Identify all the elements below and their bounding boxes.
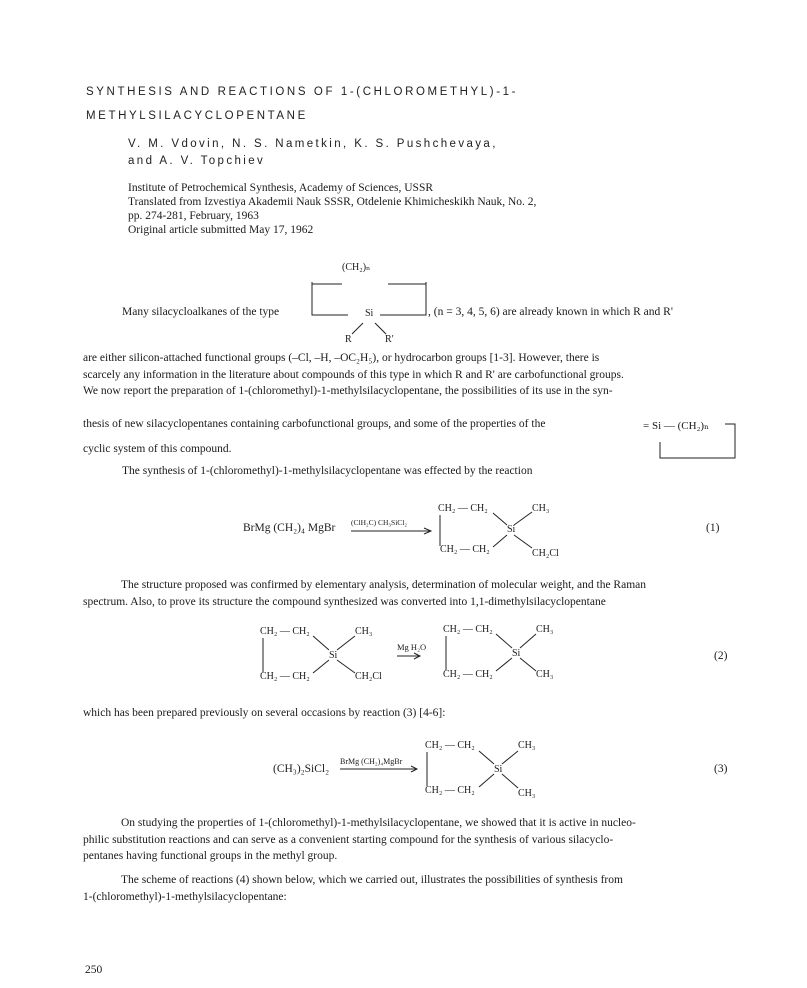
eq2-reagent: Mg H₂O — [397, 642, 427, 652]
page-number: 250 — [85, 964, 103, 976]
eq2-number: (2) — [714, 650, 728, 662]
eq2-right-ring-bottom: CH₂ — CH₂ — [443, 669, 493, 680]
paragraph-2-formula: = Si — (CH₂)ₙ — [643, 420, 709, 432]
intro-after: , (n = 3, 4, 5, 6) are already known in which R and R' — [428, 306, 673, 318]
paragraph-4-line-1: The structure proposed was confirmed by elementary analysis, determination of molecular weight, and the Raman — [121, 579, 646, 591]
paragraph-2-line-1: thesis of new silacyclopentanes containing carbofunctional groups, and some of the properties of the — [83, 418, 546, 430]
eq2-right-sub-bottom: CH₃ — [536, 669, 554, 680]
authors-line-2: and A. V. Topchiev — [128, 155, 266, 167]
title-line-1: SYNTHESIS AND REACTIONS OF 1-(CHLOROMETHYL)-1- — [86, 86, 519, 98]
authors-line-1: V. M. Vdovin, N. S. Nametkin, K. S. Pushchevaya, — [128, 138, 498, 150]
eq3-reactant: (CH₃)₂SiCl₂ — [273, 763, 330, 775]
eq2-right-si: Si — [512, 648, 521, 659]
intro-r: R — [345, 334, 352, 345]
eq3-sub-top: CH₃ — [518, 740, 536, 751]
paragraph-2-line-2: cyclic system of this compound. — [83, 443, 232, 455]
paragraph-6-line-3: pentanes having functional groups in the methyl group. — [83, 850, 338, 862]
eq1-ring-top: CH₂ — CH₂ — [438, 503, 488, 514]
eq2-left-ring-top: CH₂ — CH₂ — [260, 626, 310, 637]
paragraph-6 — [83, 815, 719, 865]
affiliation-institute: Institute of Petrochemical Synthesis, Academy of Sciences, USSR — [128, 182, 434, 194]
paragraph-7-line-1: The scheme of reactions (4) shown below, which we carried out, illustrates the possibilities of synthesis from — [121, 874, 623, 886]
eq3-si: Si — [494, 764, 503, 775]
affiliation-translation: Translated from Izvestiya Akademii Nauk SSSR, Otdelenie Khimicheskikh Nauk, No. 2, — [128, 196, 537, 208]
paragraph-1-line-2: scarcely any information in the literature about compounds of this type in which R and R' are carbofunctional groups. — [83, 368, 624, 381]
title-line-2: METHYLSILACYCLOPENTANE — [86, 110, 308, 122]
paragraph-1-line-3: We now report the preparation of 1-(chloromethyl)-1-methylsilacyclopentane, the possibilities of its use in the syn- — [83, 385, 613, 397]
eq3-sub-bottom: CH₃ — [518, 788, 536, 799]
eq2-left-ring-bottom: CH₂ — CH₂ — [260, 671, 310, 682]
eq3-ring-bottom: CH₂ — CH₂ — [425, 785, 475, 796]
eq1-ring-bottom: CH₂ — CH₂ — [440, 544, 490, 555]
intro-ring-top: (CH₂)ₙ — [342, 262, 371, 273]
affiliation-pages: pp. 274-281, February, 1963 — [128, 210, 259, 222]
eq1-reactant: BrMg (CH₂)₄ MgBr — [243, 522, 336, 534]
paragraph-3: The synthesis of 1-(chloromethyl)-1-methylsilacyclopentane was effected by the reaction — [122, 465, 533, 477]
eq2-right-sub-top: CH₃ — [536, 624, 554, 635]
eq1-sub-bottom: CH₂Cl — [532, 548, 559, 559]
eq3-reagent: BrMg (CH₂)₄MgBr — [340, 757, 403, 766]
eq3-number: (3) — [714, 763, 728, 775]
intro-si: Si — [365, 308, 374, 319]
eq2-left-sub-top: CH₃ — [355, 626, 373, 637]
intro-r-prime: R′ — [385, 334, 394, 345]
intro-before: Many silacycloalkanes of the type — [122, 306, 280, 318]
paragraph-4-line-2: spectrum. Also, to prove its structure the compound synthesized was converted into 1,1-dimethylsilacyclopentane — [83, 595, 606, 608]
eq2-left-sub-bottom: CH₂Cl — [355, 671, 382, 682]
eq2-left-si: Si — [329, 650, 338, 661]
paragraph-6-line-1: On studying the properties of 1-(chloromethyl)-1-methylsilacyclopentane, we showed that it is active in nucleo- — [121, 817, 636, 829]
eq1-sub-top: CH₃ — [532, 503, 550, 514]
eq1-reagent: (ClH₂C) CH₃SiCl₂ — [351, 518, 407, 527]
paragraph-7 — [83, 872, 719, 905]
eq3-ring-top: CH₂ — CH₂ — [425, 740, 475, 751]
paragraph-7-line-2: 1-(chloromethyl)-1-methylsilacyclopentane: — [83, 890, 287, 903]
eq1-si: Si — [507, 524, 516, 535]
eq1-number: (1) — [706, 522, 720, 534]
eq2-right-ring-top: CH₂ — CH₂ — [443, 624, 493, 635]
paragraph-6-line-2: philic substitution reactions and can serve as a convenient starting compound for the synthesis of various silacyclo- — [83, 833, 614, 846]
paragraph-1-line-1: are either silicon-attached functional groups (–Cl, –H, –OC₂H₅), or hydrocarbon groups [1-3]. However, there is — [83, 352, 600, 364]
affiliation-submitted: Original article submitted May 17, 1962 — [128, 224, 314, 236]
paragraph-5: which has been prepared previously on several occasions by reaction (3) [4-6]: — [83, 707, 446, 719]
